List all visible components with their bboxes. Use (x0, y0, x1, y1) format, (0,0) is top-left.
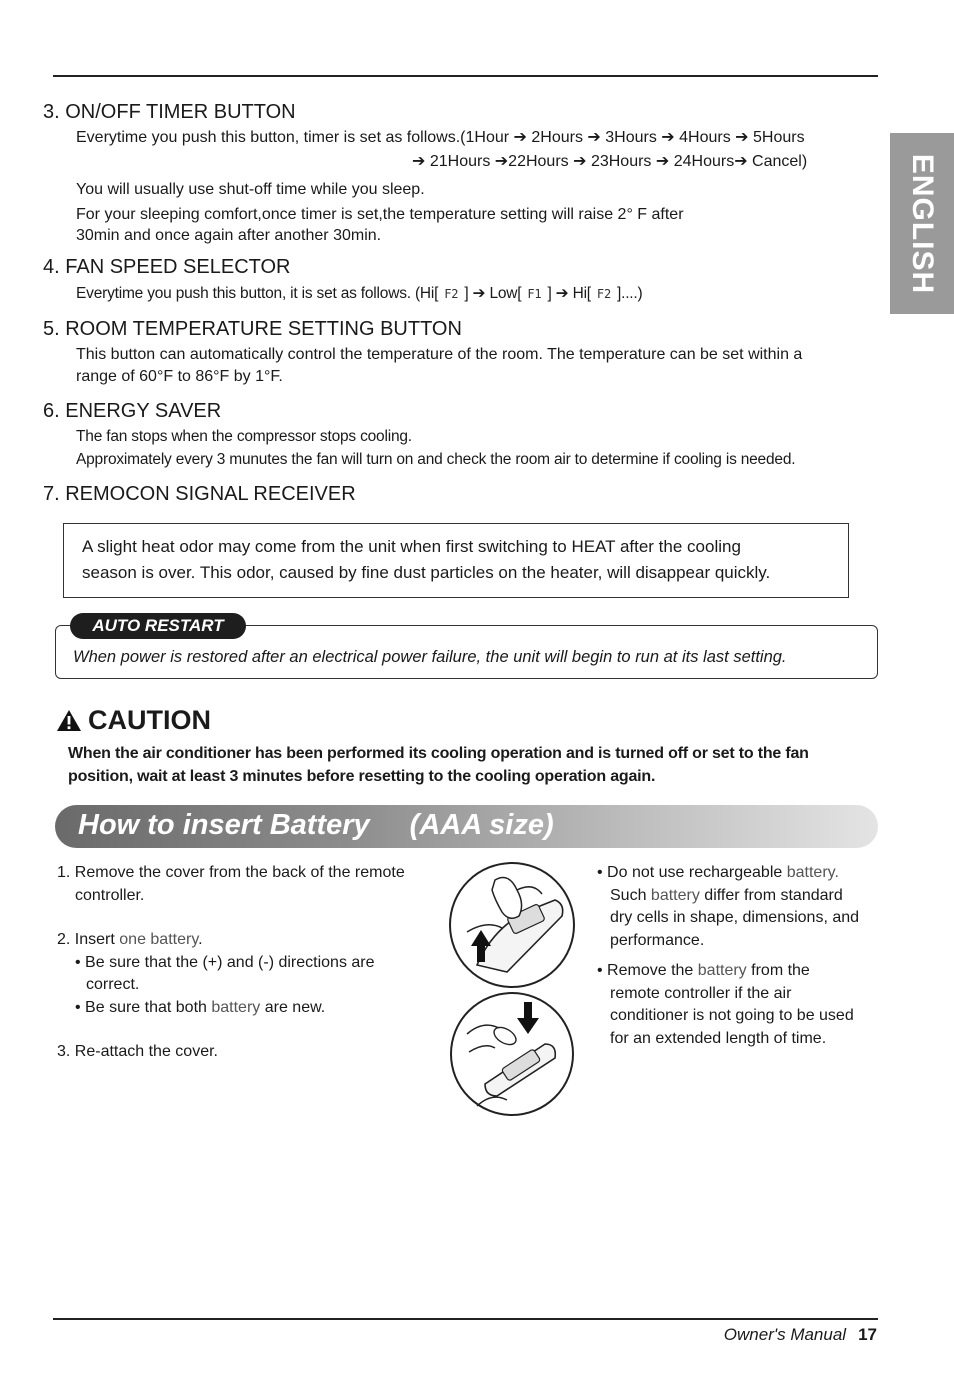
caution-title-text: CAUTION (88, 705, 211, 735)
remote-cover-removal-illustration (447, 860, 577, 990)
language-tab (890, 133, 954, 314)
remocon-heading: 7. REMOCON SIGNAL RECEIVER (43, 483, 356, 505)
auto-restart-label: AUTO RESTART (70, 613, 246, 639)
note-1-such: Such (610, 886, 647, 904)
step-2-bullet-1: • Be sure that the (+) and (-) directions are (75, 953, 375, 971)
fan-text-3: ] ➔ Hi[ (547, 285, 591, 302)
note-2-from: from the (751, 962, 810, 979)
battery-banner-title (78, 809, 554, 842)
note-1-line-3: dry cells in shape, dimensions, and (610, 909, 860, 926)
bottom-divider (53, 1318, 878, 1320)
note-1-battery: battery. (786, 864, 839, 881)
note-line-1: A slight heat odor may come from the unit when first switching to HEAT after the cooling (82, 537, 741, 556)
note-2-line-3: conditioner is not going to be used (610, 1007, 854, 1024)
timer-line-1: Everytime you push this button, timer is set as follows.(1Hour ➔ 2Hours ➔ 3Hours ➔ 4Hours ➔ 5Hours (76, 129, 805, 146)
battery-steps (57, 862, 405, 1064)
step-2-bullet-1-cont: correct. (86, 976, 140, 993)
step-2-bullet-2 (57, 997, 405, 1020)
battery-banner-title-a: How to insert Battery (78, 809, 370, 841)
energy-line-1: The fan stops when the compressor stops cooling. (76, 428, 412, 445)
fan-text-4: ]....) (616, 285, 643, 302)
fan-line (76, 283, 642, 305)
note-2-line-4: for an extended length of time. (610, 1029, 827, 1047)
note-2-battery: battery (697, 962, 747, 979)
battery-notes (597, 862, 859, 1050)
energy-line-2: Approximately every 3 munutes the fan will turn on and check the room air to determine if cooling is needed. (76, 451, 796, 468)
step-2-bullet-2-battery: battery (211, 998, 261, 1016)
note-2-line-1 (597, 960, 859, 983)
auto-restart-text: When power is restored after an electrical power failure, the unit will begin to run at its last setting. (73, 648, 787, 666)
energy-heading: 6. ENERGY SAVER (43, 400, 222, 422)
step-1-line-1: 1. Remove the cover from the back of the remote (57, 864, 405, 881)
room-line-1: This button can automatically control the temperature of the room. The temperature can be set within a (76, 346, 803, 363)
caution-line-2: position, wait at least 3 minutes before resetting to the cooling operation again. (68, 768, 656, 785)
timer-line-2: ➔ 21Hours ➔22Hours ➔ 23Hours ➔ 24Hours➔ Cancel) (412, 153, 808, 170)
timer-line-5: 30min and once again after another 30min. (76, 227, 382, 244)
note-1-a: • Do not use rechargeable (597, 864, 783, 881)
timer-line-3: You will usually use shut-off time while you sleep. (76, 181, 425, 198)
note-1-line-1 (597, 862, 859, 885)
fan-display-f2-again: F2 (596, 287, 611, 301)
fan-display-f1: F1 (527, 287, 542, 301)
note-2-a: • Remove the (597, 962, 694, 979)
timer-line-4: For your sleeping comfort,once timer is set,the temperature setting will raise 2° F after (76, 206, 684, 223)
note-2-line-2: remote controller if the air (610, 984, 792, 1002)
step-2-insert: 2. Insert (57, 931, 115, 948)
note-1-line-4: performance. (610, 931, 705, 949)
step-1-line-2: controller. (75, 886, 145, 904)
fan-text-1: Everytime you push this button, it is set as follows. (Hi[ (76, 285, 439, 302)
fan-display-f2: F2 (444, 287, 459, 301)
caution-title (56, 705, 211, 736)
room-line-2: range of 60°F to 86°F by 1°F. (76, 368, 283, 385)
note-text (82, 534, 770, 586)
note-box (63, 523, 849, 598)
footer-label: Owner's Manual (723, 1325, 847, 1344)
note-line-2: season is over. This odor, caused by fine dust particles on the heater, will disappear quickly. (82, 563, 771, 582)
fan-heading: 4. FAN SPEED SELECTOR (43, 256, 291, 278)
step-2-bullet-2-b: are new. (264, 998, 326, 1016)
room-heading: 5. ROOM TEMPERATURE SETTING BUTTON (43, 318, 462, 340)
step-2-line-1 (57, 929, 405, 952)
page-number: 17 (858, 1325, 877, 1344)
note-1-battery-2: battery (650, 886, 700, 904)
caution-text (68, 742, 809, 788)
step-2-bullet-2-a: • Be sure that both (75, 998, 207, 1016)
warning-icon (56, 709, 82, 732)
page-footer (724, 1325, 877, 1345)
caution-line-1: When the air conditioner has been performed its cooling operation and is turned off or set to the fan (68, 745, 809, 762)
battery-insertion-illustration (447, 992, 577, 1118)
language-tab-label: ENGLISH (906, 153, 939, 294)
step-2-one-battery: one battery (119, 931, 199, 948)
battery-banner-title-b: (AAA size) (409, 809, 554, 841)
note-1-line-2 (597, 885, 859, 908)
step-3: 3. Re-attach the cover. (57, 1043, 218, 1060)
battery-banner (55, 805, 878, 848)
step-2-period: . (198, 931, 203, 948)
timer-heading: 3. ON/OFF TIMER BUTTON (43, 101, 296, 123)
fan-text-2: ] ➔ Low[ (464, 285, 522, 302)
note-1-differ: differ from standard (704, 886, 843, 904)
top-divider (53, 75, 878, 77)
